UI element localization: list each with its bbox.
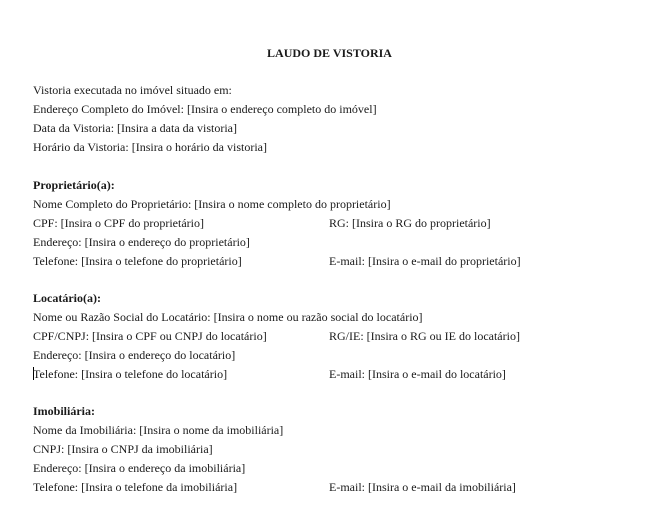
agency-name-line: Nome da Imobiliária: [Insira o nome da imobiliária]	[33, 423, 284, 437]
inspection-time-line: Horário da Vistoria: [Insira o horário da vistoria]	[33, 140, 267, 154]
tenant-email-line: E-mail: [Insira o e-mail do locatário]	[329, 367, 506, 381]
owner-name-line: Nome Completo do Proprietário: [Insira o nome completo do proprietário]	[33, 197, 391, 211]
tenant-cpf-line: CPF/CNPJ: [Insira o CPF ou CNPJ do locatário]	[33, 329, 267, 343]
owner-heading: Proprietário(a):	[33, 178, 115, 192]
owner-rg-line: RG: [Insira o RG do proprietário]	[329, 216, 491, 230]
tenant-phone-row[interactable]	[33, 365, 227, 384]
property-address-line: Endereço Completo do Imóvel: [Insira o endereço completo do imóvel]	[33, 102, 377, 116]
owner-cpf-line: CPF: [Insira o CPF do proprietário]	[33, 216, 204, 230]
intro-text: Vistoria executada no imóvel situado em:	[33, 83, 232, 97]
owner-email-line: E-mail: [Insira o e-mail do proprietário]	[329, 254, 521, 268]
agency-heading: Imobiliária:	[33, 404, 95, 418]
owner-address-line: Endereço: [Insira o endereço do proprietário]	[33, 235, 250, 249]
agency-address-line: Endereço: [Insira o endereço da imobiliária]	[33, 461, 246, 475]
tenant-phone-line: Telefone: [Insira o telefone do locatário]	[33, 367, 228, 381]
agency-cnpj-line: CNPJ: [Insira o CNPJ da imobiliária]	[33, 442, 213, 456]
tenant-rg-line: RG/IE: [Insira o RG ou IE do locatário]	[329, 329, 520, 343]
agency-email-line: E-mail: [Insira o e-mail da imobiliária]	[329, 480, 516, 494]
owner-phone-line: Telefone: [Insira o telefone do proprietário]	[33, 254, 242, 268]
document-title: LAUDO DE VISTORIA	[267, 46, 392, 60]
tenant-address-line: Endereço: [Insira o endereço do locatário]	[33, 348, 236, 362]
tenant-heading: Locatário(a):	[33, 291, 101, 305]
tenant-name-line: Nome ou Razão Social do Locatário: [Insira o nome ou razão social do locatário]	[33, 310, 423, 324]
agency-phone-line: Telefone: [Insira o telefone da imobiliária]	[33, 480, 238, 494]
inspection-date-line: Data da Vistoria: [Insira a data da vistoria]	[33, 121, 237, 135]
